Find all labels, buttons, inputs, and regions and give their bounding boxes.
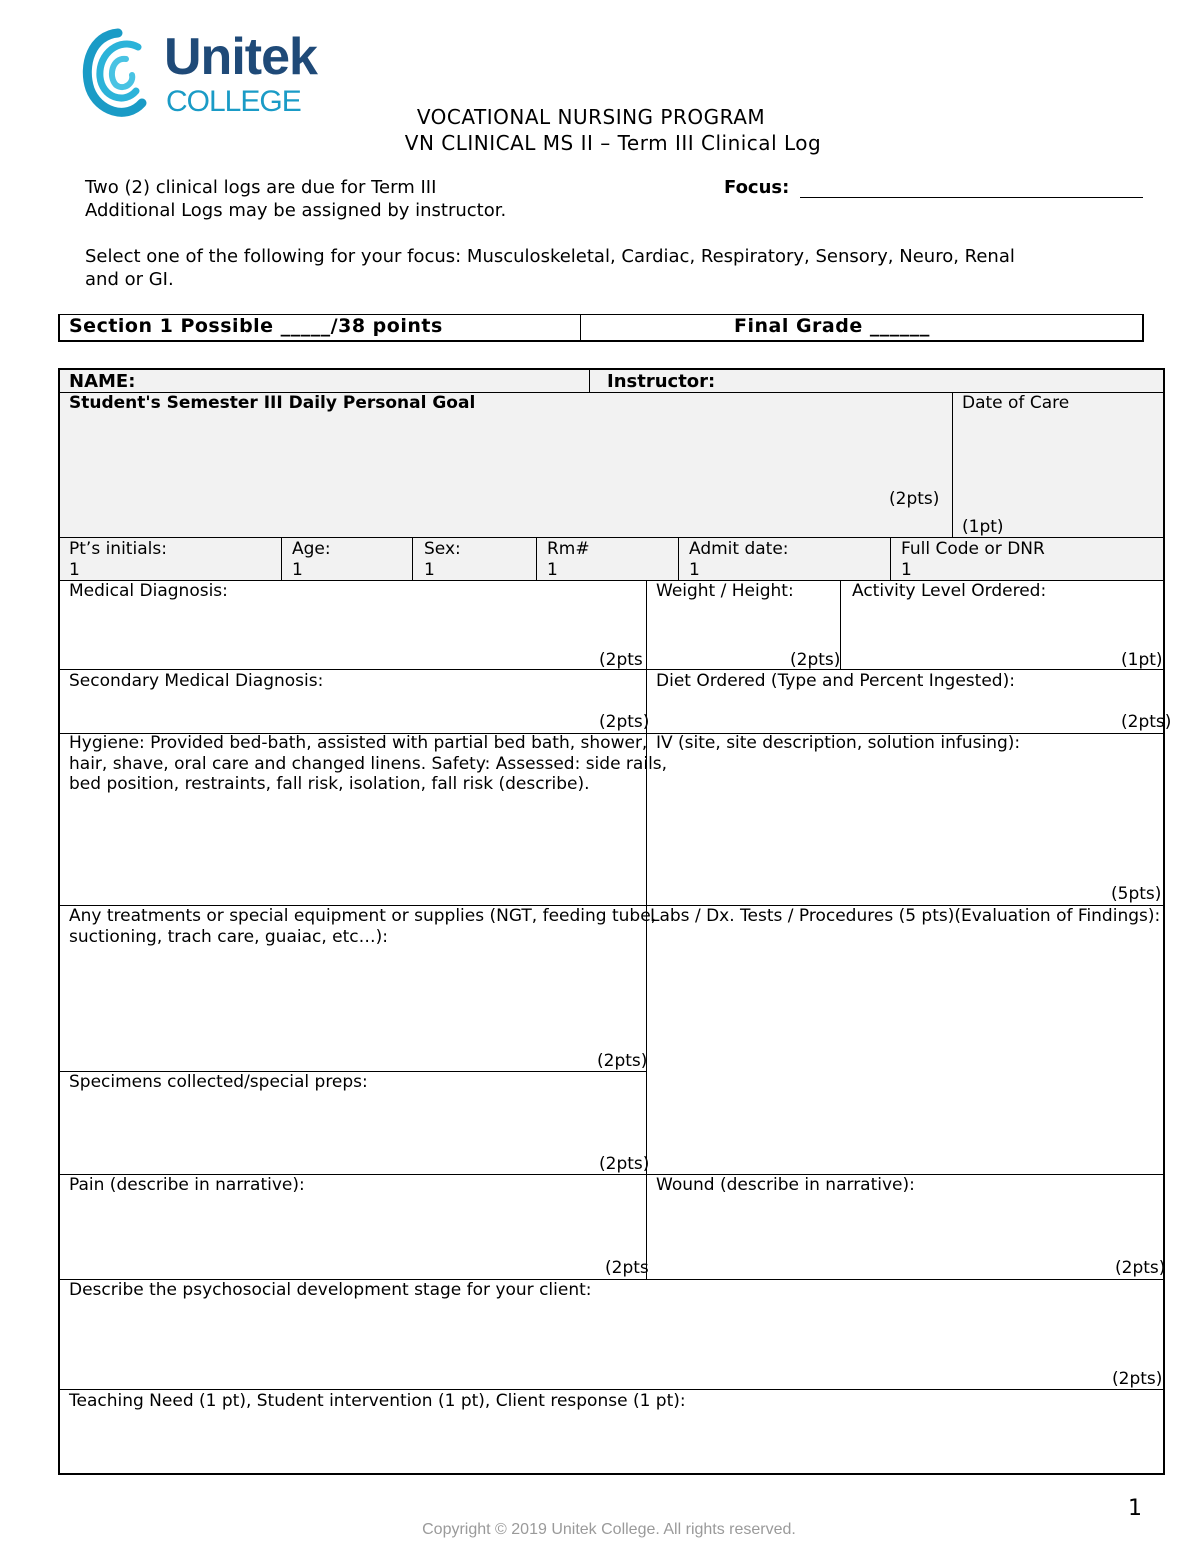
- page-number: 1: [1128, 1496, 1142, 1521]
- treatments-line-1[interactable]: Any treatments or special equipment or supplies (NGT, feeding tube,: [69, 906, 657, 926]
- select-focus-line-2: and or GI.: [85, 269, 174, 290]
- code-status-value[interactable]: 1: [901, 560, 912, 580]
- secondary-diagnosis-field[interactable]: Secondary Medical Diagnosis:: [69, 671, 324, 691]
- medical-diagnosis-field[interactable]: Medical Diagnosis:: [69, 581, 228, 601]
- section-possible: Section 1 Possible _____/38 points: [69, 315, 443, 337]
- diet-ordered-points: (2pts): [1121, 712, 1172, 732]
- hygiene-line-2: hair, shave, oral care and changed linens. Safety: Assessed: side rails,: [69, 754, 668, 774]
- medical-diagnosis-points: (2pts: [599, 650, 643, 670]
- weight-height-field[interactable]: Weight / Height:: [656, 581, 794, 601]
- focus-label: Focus:: [724, 177, 790, 198]
- secondary-diagnosis-points: (2pts): [599, 712, 650, 732]
- instructor-field[interactable]: Instructor:: [607, 371, 716, 392]
- logo-brand: Unitek: [164, 28, 317, 86]
- iv-field[interactable]: IV (site, site description, solution infusing):: [656, 733, 1021, 753]
- personal-goal-field[interactable]: Student's Semester III Daily Personal Goal: [69, 393, 476, 413]
- iv-points: (5pts): [1111, 884, 1162, 904]
- activity-level-points: (1pt): [1121, 650, 1163, 670]
- age-value[interactable]: 1: [292, 560, 303, 580]
- date-of-care-field[interactable]: Date of Care: [962, 393, 1070, 413]
- treatments-points: (2pts): [597, 1051, 648, 1071]
- date-points: (1pt): [962, 517, 1004, 537]
- name-field[interactable]: NAME:: [69, 371, 136, 392]
- weight-height-points: (2pts): [790, 650, 841, 670]
- specimens-field[interactable]: Specimens collected/special preps:: [69, 1072, 368, 1092]
- intro-line-1: Two (2) clinical logs are due for Term III: [85, 177, 437, 198]
- code-status-label: Full Code or DNR: [901, 539, 1045, 559]
- grade-bar-divider: [580, 314, 581, 342]
- hygiene-line-3: bed position, restraints, fall risk, isolation, fall risk (describe).: [69, 774, 590, 794]
- activity-level-field[interactable]: Activity Level Ordered:: [852, 581, 1047, 601]
- labs-field[interactable]: Labs / Dx. Tests / Procedures (5 pts)(Evaluation of Findings):: [650, 906, 1161, 926]
- room-label: Rm#: [547, 539, 590, 559]
- copyright: Copyright © 2019 Unitek College. All rights reserved.: [422, 1521, 796, 1538]
- goal-row: [60, 393, 1163, 537]
- page-subtitle: VN CLINICAL MS II – Term III Clinical Log: [404, 131, 822, 155]
- admit-date-label: Admit date:: [689, 539, 789, 559]
- pt-initials-label: Pt’s initials:: [69, 539, 167, 559]
- psychosocial-points: (2pts): [1112, 1369, 1163, 1389]
- sex-value[interactable]: 1: [424, 560, 435, 580]
- final-grade: Final Grade ______: [734, 315, 930, 337]
- pt-initials-value[interactable]: 1: [69, 560, 80, 580]
- wound-field[interactable]: Wound (describe in narrative):: [656, 1175, 915, 1195]
- pain-field[interactable]: Pain (describe in narrative):: [69, 1175, 305, 1195]
- select-focus-line-1: Select one of the following for your focus: Musculoskeletal, Cardiac, Respiratory, Sensory, Neuro, Renal: [85, 246, 1015, 267]
- age-label: Age:: [292, 539, 331, 559]
- logo-sub: COLLEGE: [166, 85, 301, 118]
- teaching-field[interactable]: Teaching Need (1 pt), Student intervention (1 pt), Client response (1 pt):: [69, 1391, 686, 1411]
- pain-points: (2pts: [605, 1258, 649, 1278]
- specimens-points: (2pts): [599, 1154, 650, 1174]
- treatments-line-2: suctioning, trach care, guaiac, etc…):: [69, 927, 388, 947]
- psychosocial-field[interactable]: Describe the psychosocial development stage for your client:: [69, 1280, 592, 1300]
- admit-date-value[interactable]: 1: [689, 560, 700, 580]
- intro-line-2: Additional Logs may be assigned by instructor.: [85, 200, 507, 221]
- diet-ordered-field[interactable]: Diet Ordered (Type and Percent Ingested):: [656, 671, 1015, 691]
- page-title: VOCATIONAL NURSING PROGRAM: [416, 105, 766, 129]
- sex-label: Sex:: [424, 539, 461, 559]
- focus-input-line[interactable]: [800, 197, 1143, 198]
- room-value[interactable]: 1: [547, 560, 558, 580]
- goal-points: (2pts): [889, 489, 940, 509]
- hygiene-line-1[interactable]: Hygiene: Provided bed-bath, assisted with partial bed bath, shower,: [69, 733, 648, 753]
- wound-points: (2pts): [1115, 1258, 1166, 1278]
